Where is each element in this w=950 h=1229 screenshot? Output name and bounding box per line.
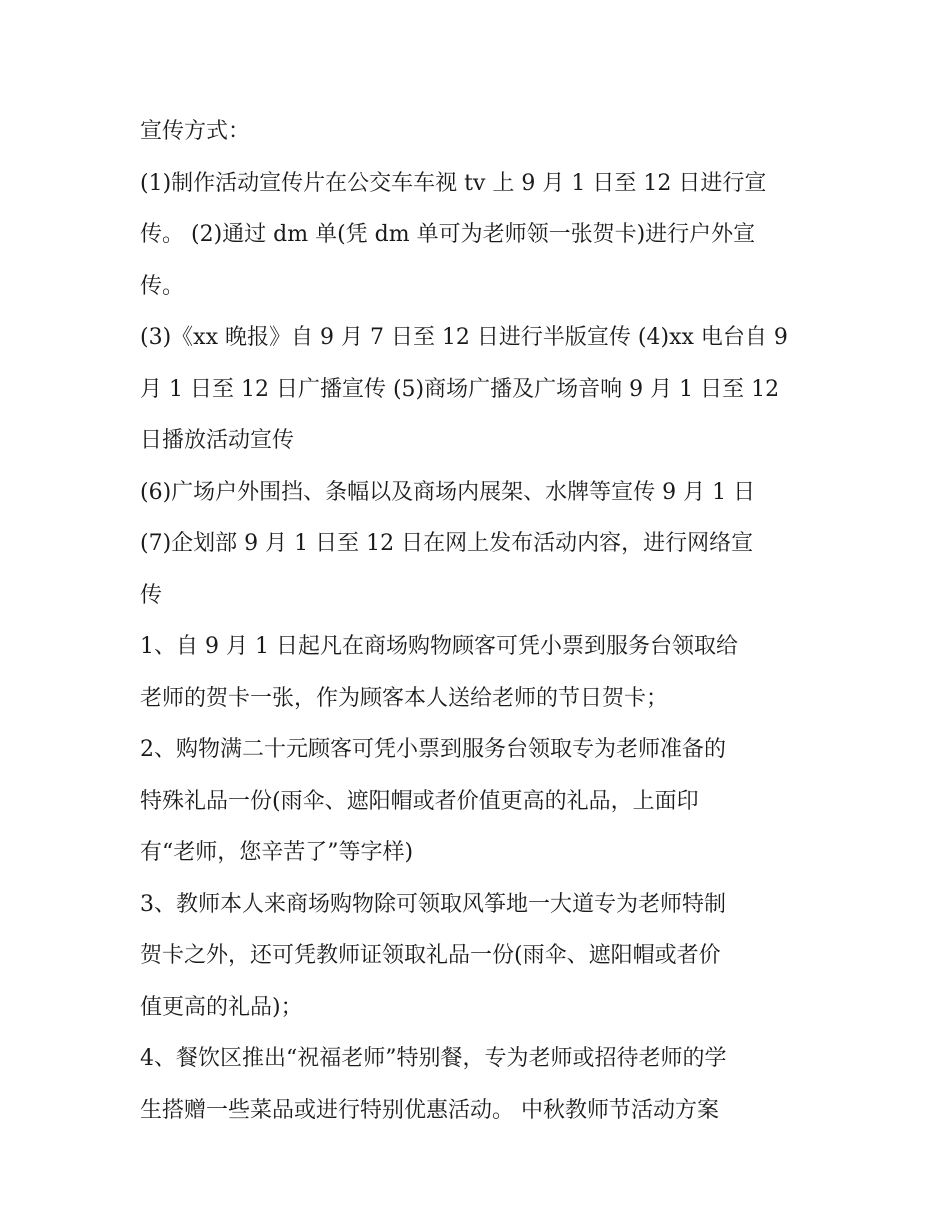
text-line-3: 传。 (2)通过 dm 单(凭 dm 单可为老师领一张贺卡)进行户外宣 [140,222,756,247]
text-line-16: 3、教师本人来商场购物除可领取风筝地一大道专为老师特制 [140,891,726,917]
text-line-17: 贺卡之外，还可凭教师证领取礼品一份(雨伞、遮阳帽或者价 [140,943,721,968]
text-line-7: 日播放活动宣传 [140,428,295,453]
text-line-10: 传 [140,582,163,608]
text-line-6: 月 1 日至 12 日广播宣传 (5)商场广播及广场音响 9 月 1 日至 12 [140,376,780,402]
text-line-12: 老师的贺卡一张，作为顾客本人送给老师的节日贺卡； [140,685,669,711]
text-line-14: 特殊礼品一份(雨伞、遮阳帽或者价值更高的礼品，上面印 [140,788,699,814]
text-line-5: (3)《xx 晚报》自 9 月 7 日至 12 日进行半版宣传 (4)xx 电台自 9 [140,325,788,350]
text-line-1: 宣传方式： [140,119,251,144]
text-line-20: 生搭赠一些菜品或进行特别优惠活动。 中秋教师节活动方案 [140,1097,719,1123]
text-line-9: (7)企划部 9 月 1 日至 12 日在网上发布活动内容，进行网络宣 [140,531,754,556]
text-line-2: (1)制作活动宣传片在公交车车视 tv 上 9 月 1 日至 12 日进行宣 [140,170,767,196]
document-body [140,106,820,1136]
text-line-11: 1、自 9 月 1 日起凡在商场购物顾客可凭小票到服务台领取给 [140,634,738,659]
text-line-19: 4、餐饮区推出“祝福老师”特别餐，专为老师或招待老师的学 [140,1046,727,1071]
text-line-13: 2、购物满二十元顾客可凭小票到服务台领取专为老师准备的 [140,737,726,762]
text-line-4: 传。 [140,273,185,299]
text-line-15: 有“老师，您辛苦了”等字样) [140,840,414,865]
text-line-8: (6)广场户外围挡、条幅以及商场内展架、水牌等宣传 9 月 1 日 [140,479,756,505]
text-line-18: 值更高的礼品)； [140,994,303,1020]
